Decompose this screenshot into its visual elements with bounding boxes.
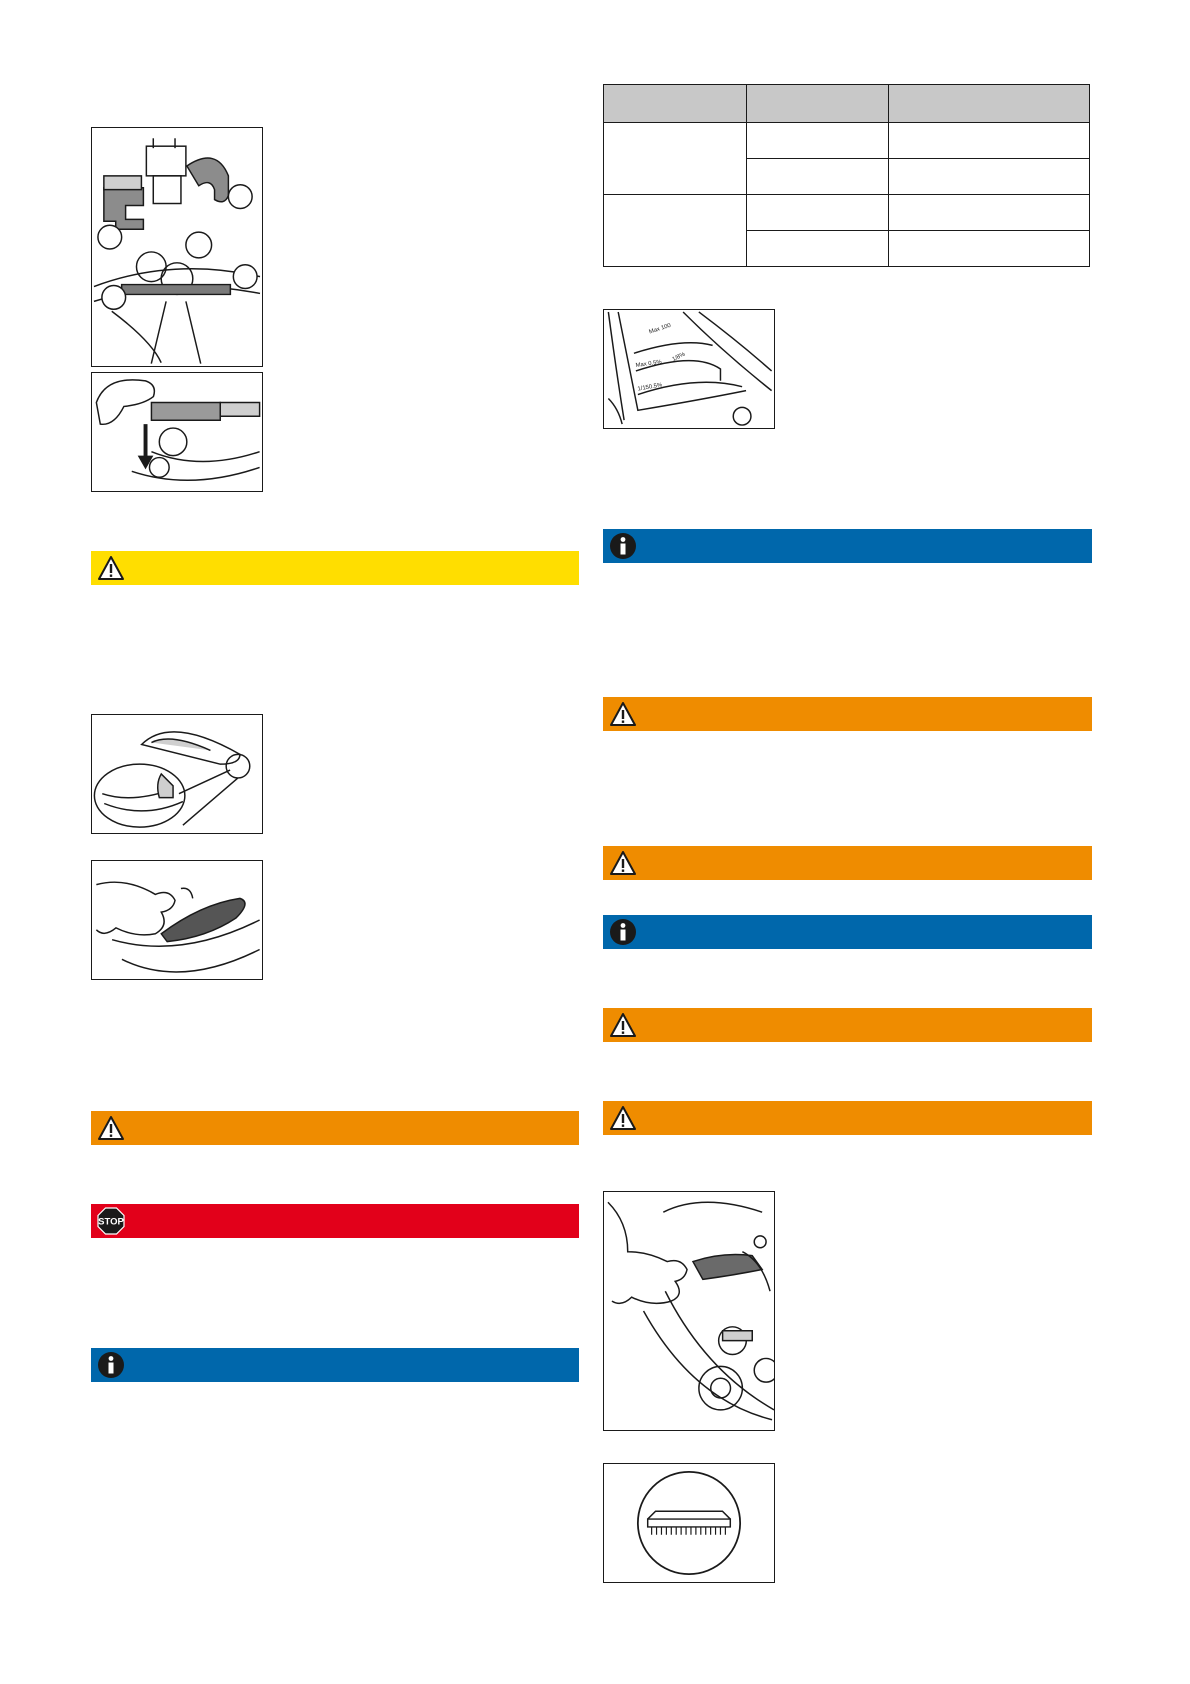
table-header-3 [889,85,1090,123]
table-header-1 [604,85,747,123]
caution-notice-bar [91,551,579,585]
stop-sign-text: STOP [98,1216,124,1228]
warning-triangle-icon [609,1104,637,1132]
figure-pad-detail [91,714,263,834]
table-cell [889,159,1090,195]
tank-markings-illustration [604,310,774,428]
callout-circle-3 [102,286,126,310]
warning-notice-bar-right-4 [603,1101,1092,1135]
warning-triangle-icon [97,554,125,582]
figure-brush-symbol [603,1463,775,1583]
spec-table [603,84,1090,267]
warning-notice-bar-right-1 [603,697,1092,731]
table-header-2 [747,85,889,123]
danger-notice-bar [91,1204,579,1238]
brush-installation-illustration [604,1192,774,1430]
press-down-illustration [92,373,262,491]
brush-holder-illustration [92,128,262,366]
table-group-label [604,195,747,267]
info-notice-bar-left [91,1348,579,1382]
table-cell [889,231,1090,267]
stop-sign-icon [97,1207,125,1235]
table-cell [747,195,889,231]
info-icon [609,532,637,560]
warning-triangle-icon [609,1011,637,1039]
table-group-label [604,123,747,195]
fill-level-label: 1/8% [671,351,687,363]
figure-tank-markings [603,309,775,429]
figure-brush-holder-assembly [91,127,263,367]
table-row [604,195,1090,231]
info-notice-bar-right-1 [603,529,1092,563]
brush-symbol-illustration [604,1464,774,1582]
info-icon [609,918,637,946]
callout-circle-2 [98,225,122,249]
warning-notice-bar-right-3 [603,1008,1092,1042]
table-cell [889,123,1090,159]
table-cell [747,123,889,159]
callout-circle-4 [233,265,257,289]
hand-placing-pad-illustration [92,861,262,979]
info-icon [97,1351,125,1379]
figure-press-down [91,372,263,492]
table-row [604,123,1090,159]
table-cell [889,195,1090,231]
info-notice-bar-right-2 [603,915,1092,949]
figure-hand-placing-pad [91,860,263,980]
table-cell [747,159,889,195]
callout-circle-1 [228,185,252,209]
warning-triangle-icon [97,1114,125,1142]
figure-brush-installation [603,1191,775,1431]
warning-notice-bar-left [91,1111,579,1145]
warning-notice-bar-right-2 [603,846,1092,880]
fill-level-label: 1/150.5% [637,382,663,393]
warning-triangle-icon [609,700,637,728]
table-cell [747,231,889,267]
fill-level-label: Max 0.5% [635,359,663,370]
warning-triangle-icon [609,849,637,877]
pad-detail-illustration [92,715,262,833]
fill-level-label: Max 100 [648,322,672,336]
